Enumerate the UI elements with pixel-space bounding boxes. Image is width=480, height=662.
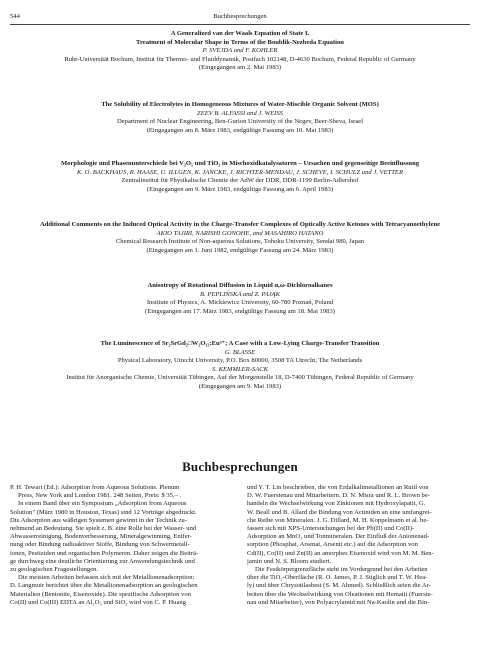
text-line: In einem Band über ein Symposium „Adsorption from Aqueous xyxy=(18,500,187,508)
text-line: jamin und N. S. Bloom studiert. xyxy=(247,557,332,565)
text-line: über die TiO₂-Oberfläche (R. O. James, P. J. Stiglich und T. W. Hea- xyxy=(247,574,428,582)
text-line: nehmend an Bedeutung. Sie spielt z. B. eine Rolle bei der Wasser- und xyxy=(10,525,197,533)
entry-title: Treatment of Molecular Shape in Terms of the Boublik-Nezbeda Equation xyxy=(136,38,344,46)
entry-affiliation: Chemical Research Institute of Non-aqueous Solutions, Tohoku University, Sendai 980, Japan xyxy=(115,238,365,246)
right-column xyxy=(247,484,470,607)
entry-title: The Solubility of Electrolytes in Homogeneous Mixtures of Water-Miscible Organic Solvent (MOS) xyxy=(101,101,379,108)
entry-title: Anisotropy of Rotational Diffusion in Liquid α,ω-Dichloroalkanes xyxy=(147,282,333,289)
text-line: Die meisten Arbeiten befassen sich mit der Metallionenadsorption: xyxy=(18,574,195,582)
entry-authors: AKIO TAJIRI, NARISHI GONOHE, and MASAHIRO HATANO xyxy=(156,229,324,237)
abstract-entry xyxy=(10,30,470,73)
entry-authors-2: S. KEMMLER-SACK xyxy=(211,365,269,373)
entry-authors: K. O. BACKHAUS, R. HAASE, U. ILLGEN, K. JANCKE, J. RICHTER-MENDAU, J. SCHEVE, I. SCHULZ und J. VETTER xyxy=(76,168,403,176)
text-line: P. H. Tewari (Ed.): Adsorption from Aqueous Solutions. Plenum xyxy=(10,484,180,491)
abstract-entry xyxy=(10,101,470,135)
text-line: nau und Mitarbeiter), von Polyacrylamid mit Na-Kaolin und die Bin- xyxy=(247,598,430,606)
text-line: ge durchweg eine deutliche Orientierung zur Anwendungstechnik und xyxy=(10,557,195,565)
entry-received: (Eingegangen am 8. März 1983, endgültige Fassung am 10. Mai 1983) xyxy=(146,126,334,134)
entry-received: (Eingegangen am 1. Juni 1982, endgültige Fassung am 24. März 1983) xyxy=(146,246,334,254)
text-line: nung oder Bindung radioaktiver Stoffe, Bindung von Schwermetall- xyxy=(10,541,190,549)
text-line: sorption (Phosphat, Arsenat, Arsenit etc.) auf die Adsorption von xyxy=(247,541,418,549)
text-line: Materialien (Bentonite, Eisenoxide). Die spezifische Adsorption von xyxy=(10,590,191,598)
section-title: Buchbesprechungen xyxy=(182,459,298,474)
text-line: D. W. Fuerstenau und Mitarbeitern. D. N. Misra und R. L. Brown be- xyxy=(247,492,430,500)
abstract-entry xyxy=(10,282,470,316)
text-line: fassen sich mit XPS-Untersuchungen bei der Pb(II) und Co(II)- xyxy=(247,525,415,533)
text-line: und Y. T. Lin beschrieben, die von Erdalkalimetallionen an Rutil von xyxy=(247,484,429,491)
entry-affiliation: Institute of Physics, A. Mickiewicz University, 60-780 Poznań, Poland xyxy=(146,299,334,307)
entry-title: A Generalized van der Waals Equation of State I. xyxy=(170,30,310,37)
entry-received: (Eingegangen am 2. Mai 1983) xyxy=(198,64,282,72)
entry-title: Additional Comments on the Induced Optical Activity in the Charge-Transfer Complexes of Optically Active Ketones with Tetracyanoethylene xyxy=(39,221,441,228)
text-line: Abwasserreinigung, Bodenverbesserung, Mineralgewinnung, Entfer- xyxy=(10,533,192,541)
entry-affiliation: Zentralinstitut für Physikalische Chemie der AdW der DDR, DDR-1199 Berlin-Adlershof xyxy=(121,177,359,185)
text-line: D. Langmuir berichtet über die Metallionenadsorption an geologischen xyxy=(10,582,198,590)
entry-affiliation: Physical Laboratory, Utrecht University, P.O. Box 80000, 3508 TA Utrecht, The Netherlands xyxy=(117,357,363,365)
text-line: zu geologischen Fragestellungen. xyxy=(10,566,99,574)
text-line: Co(II) und Co(III) EDTA an Al₂O₃ und SiO₂ wird von C. P. Huang xyxy=(10,598,186,606)
entry-authors: ZEEV B. ALFASSI and J. WEISS xyxy=(197,109,283,117)
entry-received: (Eingegangen am 9. Mai 1983) xyxy=(198,382,282,390)
left-column xyxy=(10,484,233,607)
text-line: Adsorption an MnO₂ und Tonmineralen. Der Einfluß der Anionenad- xyxy=(247,533,430,541)
text-line: che Reihe von Mineralen. J. G. Dillard, M. H. Koppelmann et al. be- xyxy=(247,516,429,524)
abstract-entry xyxy=(10,340,470,392)
entry-authors: B. PEPLIŃSKA and Z. PAJĄK xyxy=(200,290,280,298)
entry-authors: G. BLASSE xyxy=(224,348,256,356)
text-line: W. Beall und B. Allard die Bindung von Actiniden an eine umfangrei- xyxy=(247,508,432,516)
abstract-entry xyxy=(10,221,470,255)
text-line: ionen, Pestiziden und organischen Polymeren. Daher zeigen die Beiträ- xyxy=(10,549,199,557)
text-line: beiten über die Wechselwirkung von Oleationen mit Hematit (Fuerste- xyxy=(247,590,433,598)
text-line: Solution" (März 1980 in Houston, Texas) sind 12 Vorträge abgedruckt. xyxy=(10,508,197,516)
running-head: Buchbesprechungen xyxy=(213,13,267,20)
entry-title: Morphologie und Phasenunterschiede bei V₂O₅ und TiO₂ in Mischoxidkatalysatoren – Ursachen und gegenseitige Beeinflussung xyxy=(60,160,420,167)
text-line: Die Adsorption aus wäßrigen Systemen gewinnt in der Technik zu- xyxy=(10,516,187,524)
entry-authors: P. SVEJDA and F. KOHLER xyxy=(202,47,278,55)
abstract-entry xyxy=(10,160,470,194)
text-line: Die Festkörpergrenzfläche steht im Vordergrund bei den Arbeiten xyxy=(255,566,428,574)
entry-affiliation-2: Institut für Anorganische Chemie, Universität Tübingen, Auf der Morgenstelle 18, D-7400 Tübingen, Federal Republic of Germany xyxy=(66,374,414,382)
entry-affiliation: Ruhr-Universität Bochum, Institut für Thermo- und Fluiddynamik, Postfach 102148, D-4630 Bochum, Federal Republic of Germany xyxy=(64,55,416,63)
entry-affiliation: Department of Nuclear Engineering, Ben-Gurion University of the Negev, Beer-Sheva, Israel xyxy=(116,118,364,126)
text-line: ly) und über Chrysotilasbest (S. M. Ahmed). Schließlich seien die Ar- xyxy=(247,582,431,590)
text-line: handeln die Wechselwirkung von Zinkionen mit Hydroxylapatit, G. xyxy=(247,500,426,508)
header-rule xyxy=(10,24,470,25)
text-line: Cd(II), Co(II) und Zn(II) an amorphes Eisenoxid wird von M. M. Ben- xyxy=(247,549,434,557)
entry-received: (Eingegangen am 17. März 1983, endgültige Fassung am 18. Mai 1983) xyxy=(145,307,335,315)
entry-received: (Eingegangen am 9. März 1983, endgültige Fassung am 6. April 1983) xyxy=(146,185,334,193)
entry-title: The Luminescence of Sr₂SrGd₂□W₂O₁₂:Eu³⁺; A Case with a Low-Lying Charge-Transfer Transition xyxy=(100,340,380,347)
text-line: Press, New York and London 1981. 248 Seiten, Preis: $ 35,– . xyxy=(18,492,182,500)
page-number: 544 xyxy=(10,13,20,20)
